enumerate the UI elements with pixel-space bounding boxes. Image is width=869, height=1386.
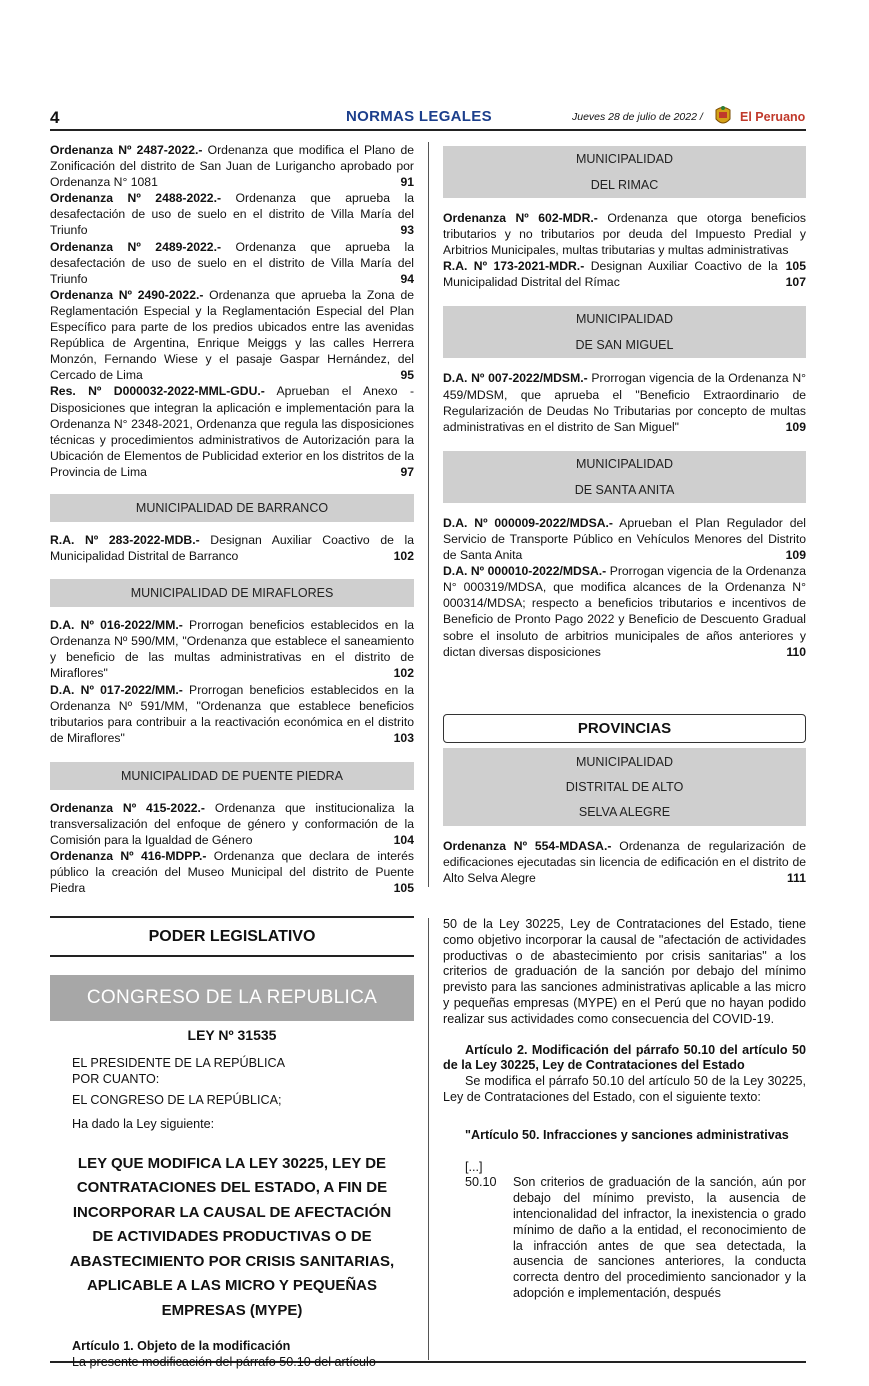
santa-anita-entries [443,515,806,660]
law-title: LEY QUE MODIFICA LA LEY 30225, LEY DE CONTRATACIONES DEL ESTADO, A FIN DE INCORPORAR LA CAUSAL DE AFECTACIÓN DE ACTIVIDADES PRODUCTIVAS O DE ABASTECIMIENTO POR CRISIS SANITARIAS, APLICABLE A LAS MICRO Y PEQUEÑAS EMPRESAS (MYPE) [69,1154,395,1319]
entry-reference: Ordenanza Nº 2489-2022.- [50,239,222,254]
article-2-heading: Artículo 2. Modificación del párrafo 50.10 del artículo 50 de la Ley 30225, Ley de Contrataciones del Estado [443,1042,806,1073]
entry-page-number: 95 [400,368,414,383]
entry-description: Ordenanza que modifica el Plano de Zonificación del distrito de San Juan de Lurigancho aprobado por Ordenanza N° 1081 [50,143,414,190]
issue-date: Jueves 28 de julio de 2022 / [572,111,703,123]
page-number: 4 [50,108,60,127]
summary-entry [50,848,414,896]
summary-entry [443,370,806,434]
quoted-article-heading: "Artículo 50. Infracciones y sanciones administrativas [465,1127,789,1142]
section-header-line: DE SAN MIGUEL [575,338,674,353]
entry-reference: Ordenanza Nº 2488-2022.- [50,191,222,206]
entry-page-number: 91 [400,175,414,190]
section-title: PODER LEGISLATIVO [148,928,316,945]
entry-description: Aprueban el Plan Regulador del Servicio de Transporte Público en Vehículos Menores del Distrito de Santa Anita [443,515,806,563]
preamble-line: EL CONGRESO DE LA REPÚBLICA; [72,1092,282,1107]
entry-page-number: 93 [400,223,414,238]
entry-reference: Ordenanza Nº 416-MDPP.- [50,849,207,864]
san-miguel-entries [443,370,806,434]
article-1-text-continued: 50 de la Ley 30225, Ley de Contrataciones del Estado, tiene como objetivo incorporar la causal de "afectación de actividades productivas o de abastecimiento por crisis sanitarias" a los criterios de graduación de la sanción por debajo del mínimo previsto para las sanciones administrativas aplicable a las micro y pequeñas empresas (MYPE) en el Perú que no hayan podido realizar sus actividades como consecuencia del COVID-19. [443,917,806,1026]
section-header-line: DEL RIMAC [590,178,659,192]
summary-entry [50,383,414,480]
column-divider [428,918,429,1360]
section-header-san-miguel [443,306,806,358]
entry-page-number: 110 [786,644,806,659]
summary-entry [50,287,414,384]
section-header-line: MUNICIPALIDAD [575,152,673,166]
summary-entry [50,142,414,190]
section-header-rimac [443,146,806,198]
provincias-column [443,748,806,886]
summary-entry [50,682,414,746]
brand-logo-text: El Peruano [740,110,806,124]
entry-reference: Ordenanza Nº 2490-2022.- [50,287,204,302]
entry-page-number: 109 [785,548,806,563]
header-rule [50,129,806,131]
entry-description: Prorrogan vigencia de la Ordenanza N° 000319/MDSA, que modifica alcances de la Ordenanza N° 000314/MDSA; respecto a beneficios tributarios e incentivos de Beneficio de Pronto Pago 2022 y Beneficio de Descuento Gradual sobre el insoluto de arbitrios municipales de años anteriores y dictan diversas disposiciones [443,564,806,659]
entry-description: Ordenanza de regularización de edificaciones ejecutadas sin licencia de edificación en el distrito de Alto Selva Alegre [443,839,806,886]
law-number: LEY Nº 31535 [187,1026,277,1043]
summary-entry [50,532,414,564]
entry-description: Ordenanza que aprueba la desafectación de uso de suelo en el distrito de Villa María del Triunfo [50,239,414,286]
entry-description: Prorrogan beneficios establecidos en la Ordenanza Nº 591/MM, "Ordenanza que establece beneficios tributarios para contribuir a la reactivación económica en el distrito de Miraflores" [50,682,414,745]
entry-reference: D.A. Nº 007-2022/MDSM.- [443,371,588,386]
section-header-miraflores: MUNICIPALIDAD DE MIRAFLORES [50,579,414,607]
section-header-line: MUNICIPALIDAD [575,755,673,769]
section-header-santa-anita [443,451,806,503]
entry-page-number: 104 [393,833,414,848]
section-header-line: MUNICIPALIDAD [575,312,673,327]
entry-description: Designan Auxiliar Coactivo de la Municipalidad Distrital del Rímac [443,259,778,290]
entry-page-number: 105 [785,259,806,274]
entry-page-number: 111 [787,871,806,886]
lima-entries [50,142,414,480]
article-1-text: La presente modificación del párrafo 50.10 del artículo [72,1354,376,1369]
entry-reference: Res. Nº D000032-2022-MML-GDU.- [50,384,265,399]
entry-page-number: 103 [393,730,414,745]
preamble [72,1055,414,1132]
entry-page-number: 102 [393,549,414,564]
entry-reference: D.A. Nº 016-2022/MM.- [50,618,183,633]
miraflores-entries [50,617,414,746]
paragraph-number: 50.10 [465,1175,497,1190]
section-header-puente-piedra: MUNICIPALIDAD DE PUENTE PIEDRA [50,762,414,790]
entry-reference: D.A. Nº 000010-2022/MDSA.- [443,564,607,579]
summary-right-column [443,146,806,660]
section-header-line: SELVA ALEGRE [578,805,671,819]
preamble-line: POR CUANTO: [72,1071,160,1086]
summary-entry [443,838,806,886]
summary-entry [50,190,414,238]
entry-description: Ordenanza que declara de interés público la creación del Museo Municipal del distrito de Puente Piedra [50,849,414,896]
rimac-entries [443,210,806,290]
publication-title: NORMAS LEGALES [346,108,492,125]
section-header-alto-selva-alegre [443,748,806,826]
entry-description: Designan Auxiliar Coactivo de la Municipalidad Distrital de Barranco [50,532,414,564]
barranco-entries [50,532,414,564]
entry-reference: Ordenanza Nº 415-2022.- [50,800,205,815]
provincias-banner: PROVINCIAS [443,714,806,743]
coat-of-arms-icon [712,105,734,129]
summary-entry [443,563,806,660]
congress-banner: CONGRESO DE LA REPUBLICA [50,975,414,1021]
entry-page-number: 102 [393,666,414,681]
entry-reference: D.A. Nº 000009-2022/MDSA.- [443,515,613,530]
entry-description: Ordenanza que otorga beneficios tributarios y no tributarios por deuda del Impuesto Predial y Arbitrios Municipales, multas tributarias y multas administrativas [443,211,806,258]
entry-description: Ordenanza que aprueba la desafectación de uso de suelo en el distrito de Villa María del Triunfo [50,191,414,238]
summary-entry [443,258,806,290]
section-header-line: DISTRITAL DE ALTO [565,780,684,794]
preamble-line: Ha dado la Ley siguiente: [72,1116,215,1131]
article-2-text: Se modifica el párrafo 50.10 del artículo 50 de la Ley 30225, Ley de Contrataciones del Estado, con el siguiente texto: [443,1074,806,1104]
entry-page-number: 107 [785,275,806,290]
paragraph-50-10 [465,1175,806,1301]
entry-reference: Ordenanza Nº 2487-2022.- [50,143,203,157]
section-header-barranco: MUNICIPALIDAD DE BARRANCO [50,494,414,522]
entry-page-number: 109 [785,419,806,434]
entry-description: Prorrogan beneficios establecidos en la Ordenanza Nº 590/MM, "Ordenanza que establece el saneamiento y beneficio de las multas administrativas en el distrito de Miraflores" [50,618,414,681]
entry-reference: D.A. Nº 017-2022/MM.- [50,682,183,697]
entry-description: Ordenanza que aprueba la Zona de Reglamentación Especial y la Reglamentación Especial del Plan Específico para parte de los predios ubicados entre las avenidas República de Argentina, Enrique Meiggs y las calles Herrera Monzón, Fernando Wiese y el pasaje Gaspar Hernández, del Cercado de Lima [50,287,414,383]
legislativo-right-column [443,917,806,1302]
legislativo-top-rule [50,916,414,918]
entry-reference: R.A. Nº 173-2021-MDR.- [443,259,585,274]
alto-selva-alegre-entries [443,838,806,886]
entry-page-number: 105 [393,881,414,896]
preamble-line: EL PRESIDENTE DE LA REPÚBLICA [72,1055,285,1070]
entry-page-number: 97 [400,464,414,479]
entry-description: Aprueban el Anexo - Disposiciones que integran la aplicación e implementación para la Ordenanza N° 2348-2021, Ordenanza que regula las disposiciones técnicas y procedimientos administrativos de Autorización para la Ubicación de Elementos de Publicidad exterior en los distritos de la Provincia de Lima [50,384,415,479]
puente-piedra-entries [50,800,414,897]
section-header-line: MUNICIPALIDAD [575,456,673,471]
summary-entry [50,617,414,681]
entry-reference: R.A. Nº 283-2022-MDB.- [50,532,200,547]
section-rule [50,955,414,957]
entry-description: Ordenanza que institucionaliza la transversalización del enfoque de género y conformación de la Comisión para la Igualdad de Género [50,800,414,848]
ellipsis: [...] [465,1159,483,1174]
entry-description: Prorrogan vigencia de la Ordenanza N° 459/MDSM, que aprueba el "Beneficio Extraordinario de Regularización de Deudas No Tributarias por concepto de multas administrativas en el distrito de San Miguel" [443,371,806,434]
summary-entry [50,800,414,848]
section-header-line: DE SANTA ANITA [574,482,675,497]
summary-entry [50,239,414,287]
paragraph-text: Son criterios de graduación de la sanción, aún por debajo del mínimo previsto, la ausencia de intencionalidad del infractor, la inexistencia o grado mínimo de daño a la entidad, el reconocimiento de la infracción antes de que sea detectada, la ausencia de sanciones anteriores, la conducta correcta dentro del procedimiento sancionador y la adopción e implementación, después [513,1175,806,1300]
legislativo-left-column [50,928,414,1371]
article-1-heading: Artículo 1. Objeto de la modificación [72,1339,291,1353]
summary-left-column [50,142,414,896]
entry-page-number: 94 [400,271,414,286]
entry-reference: Ordenanza Nº 602-MDR.- [443,211,598,225]
entry-reference: Ordenanza Nº 554-MDASA.- [443,839,612,853]
summary-entry [443,515,806,563]
column-divider [428,142,429,887]
